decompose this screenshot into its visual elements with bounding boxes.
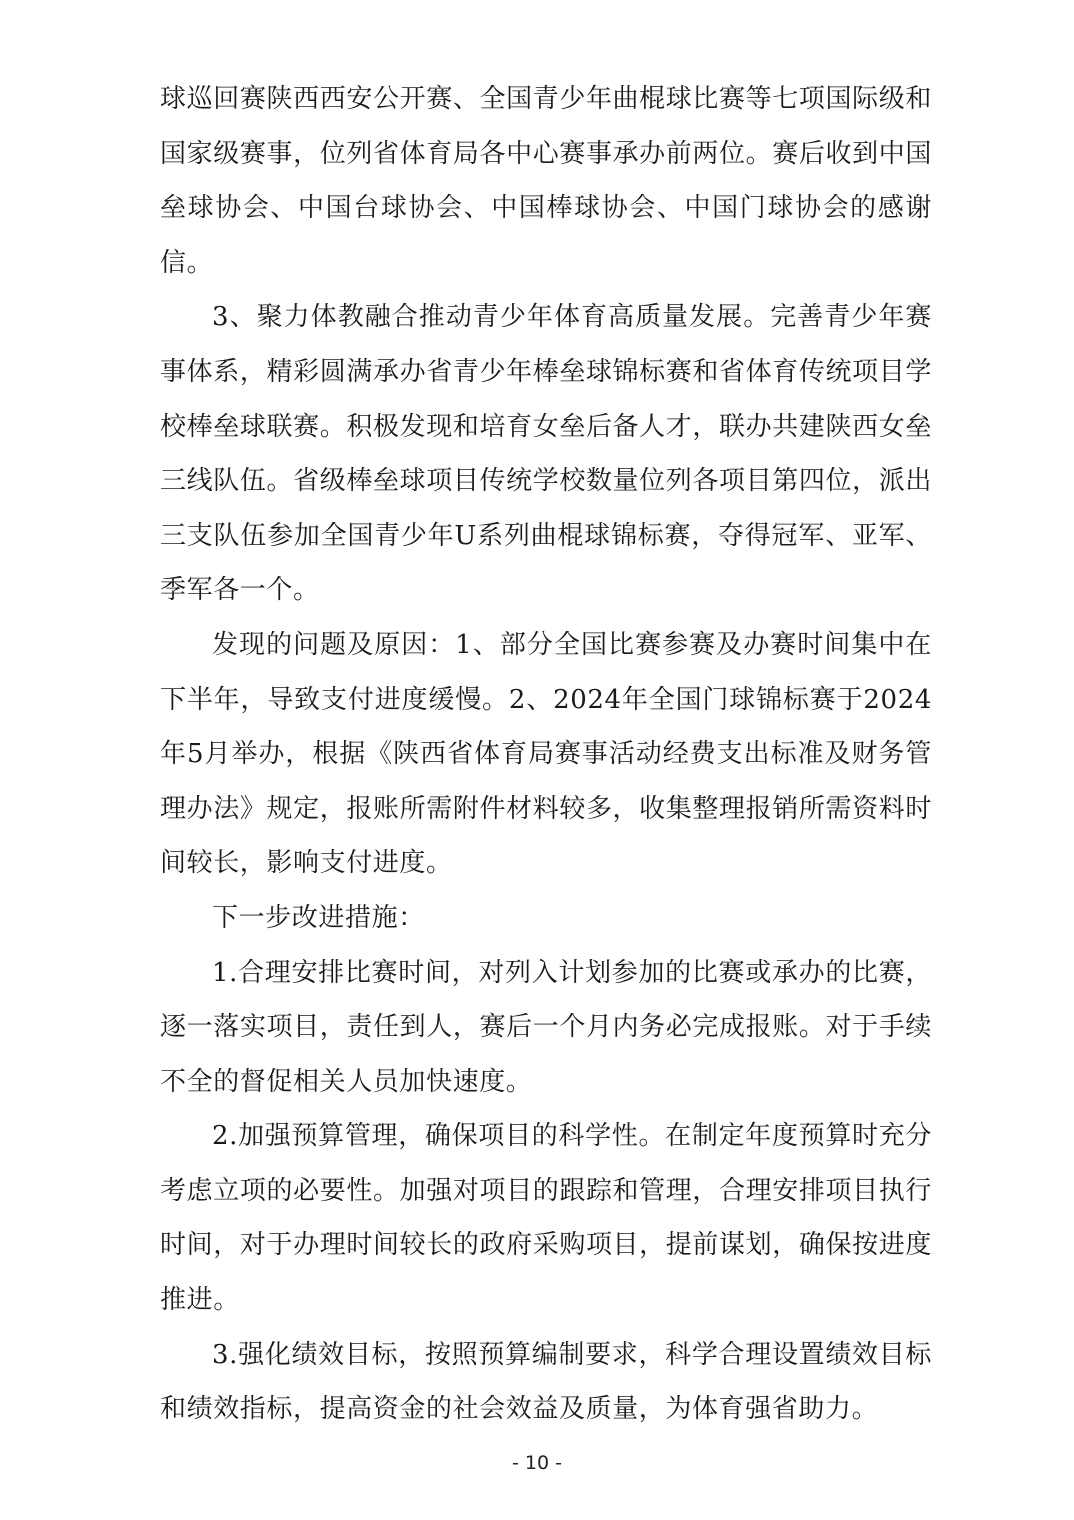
body-text <box>160 72 932 1437</box>
paragraph-continued-competitions: 球巡回赛陕西西安公开赛、全国青少年曲棍球比赛等七项国际级和国家级赛事，位列省体育局各中心赛事承办前两位。赛后收到中国垒球协会、中国台球协会、中国棒球协会、中国门球协会的感谢信。 <box>160 84 932 278</box>
page-number: - 10 - <box>512 1452 562 1474</box>
paragraph-measure-2: 2.加强预算管理，确保项目的科学性。在制定年度预算时充分考虑立项的必要性。加强对项目的跟踪和管理，合理安排项目执行时间，对于办理时间较长的政府采购项目，提前谋划，确保按进度推进。 <box>160 1121 932 1316</box>
paragraph-measure-3: 3.强化绩效目标，按照预算编制要求，科学合理设置绩效目标和绩效指标，提高资金的社会效益及质量，为体育强省助力。 <box>160 1339 932 1425</box>
paragraph-measure-1: 1.合理安排比赛时间，对列入计划参加的比赛或承办的比赛，逐一落实项目，责任到人，赛后一个月内务必完成报账。对于手续不全的督促相关人员加快速度。 <box>160 957 932 1097</box>
paragraph-youth-sports: 3、聚力体教融合推动青少年体育高质量发展。完善青少年赛事体系，精彩圆满承办省青少年棒垒球锦标赛和省体育传统项目学校棒垒球联赛。积极发现和培育女垒后备人才，联办共建陕西女垒三线队伍。省级棒垒球项目传统学校数量位列各项目第四位，派出三支队伍参加全国青少年U系列曲棍球锦标赛，夺得冠军、亚军、季军各一个。 <box>160 302 932 606</box>
paragraph-problems-and-causes: 发现的问题及原因：1、部分全国比赛参赛及办赛时间集中在下半年，导致支付进度缓慢。2、2024年全国门球锦标赛于2024年5月举办，根据《陕西省体育局赛事活动经费支出标准及财务管理办法》规定，报账所需附件材料较多，收集整理报销所需资料时间较长，影响支付进度。 <box>160 629 932 879</box>
paragraph-next-steps-heading: 下一步改进措施： <box>212 902 425 933</box>
